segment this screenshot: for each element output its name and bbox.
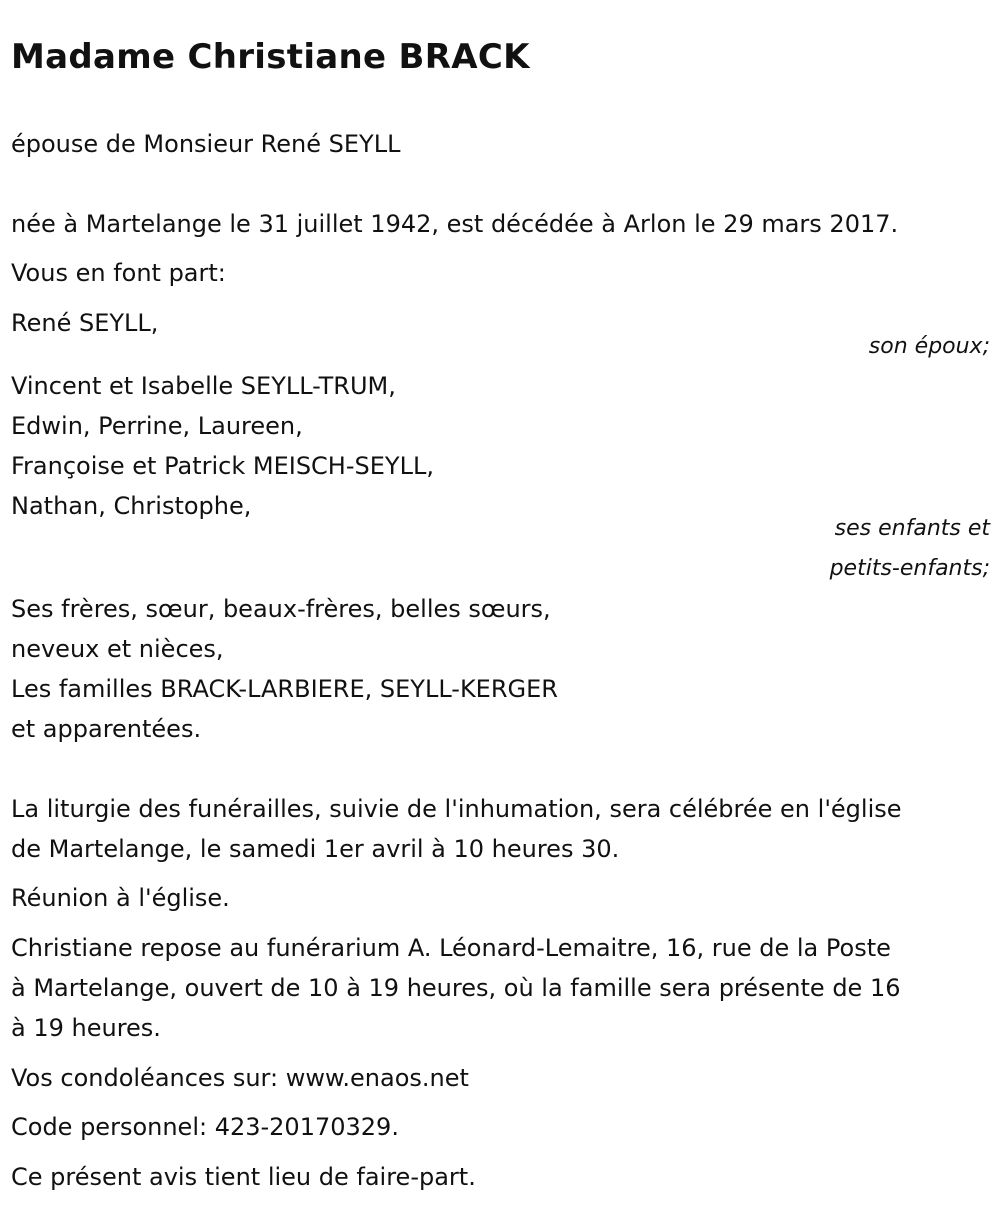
funeral-line: La liturgie des funérailles, suivie de l'inhumation, sera célébrée en l'église (11, 795, 902, 823)
birth-death-line: née à Martelange le 31 juillet 1942, est décédée à Arlon le 29 mars 2017. (11, 210, 899, 238)
funerarium-line: à 19 heures. (11, 1014, 161, 1042)
page-title: Madame Christiane BRACK (11, 37, 530, 77)
funeral-line: de Martelange, le samedi 1er avril à 10 heures 30. (11, 835, 620, 863)
family-line: neveux et nièces, (11, 635, 224, 663)
spouse-name: René SEYLL, (11, 309, 159, 337)
intro-line: Vous en font part: (11, 259, 226, 287)
children-role: petits-enfants; (829, 556, 990, 581)
meeting-line: Réunion à l'église. (11, 884, 230, 912)
family-line: et apparentées. (11, 715, 202, 743)
children-line: Vincent et Isabelle SEYLL-TRUM, (11, 372, 396, 400)
children-line: Françoise et Patrick MEISCH-SEYLL, (11, 452, 434, 480)
notice-line: Ce présent avis tient lieu de faire-part. (11, 1163, 476, 1191)
children-role: ses enfants et (834, 516, 990, 541)
family-line: Les familles BRACK-LARBIERE, SEYLL-KERGER (11, 675, 558, 703)
children-line: Nathan, Christophe, (11, 492, 252, 520)
condolences-line: Vos condoléances sur: www.enaos.net (11, 1064, 469, 1092)
funerarium-line: à Martelange, ouvert de 10 à 19 heures, où la famille sera présente de 16 (11, 974, 901, 1002)
spouse-role: son époux; (868, 334, 990, 359)
personal-code: Code personnel: 423-20170329. (11, 1113, 399, 1141)
spouse-line: épouse de Monsieur René SEYLL (11, 130, 401, 158)
family-line: Ses frères, sœur, beaux-frères, belles sœurs, (11, 595, 551, 623)
funerarium-line: Christiane repose au funérarium A. Léonard-Lemaitre, 16, rue de la Poste (11, 934, 891, 962)
children-line: Edwin, Perrine, Laureen, (11, 412, 303, 440)
